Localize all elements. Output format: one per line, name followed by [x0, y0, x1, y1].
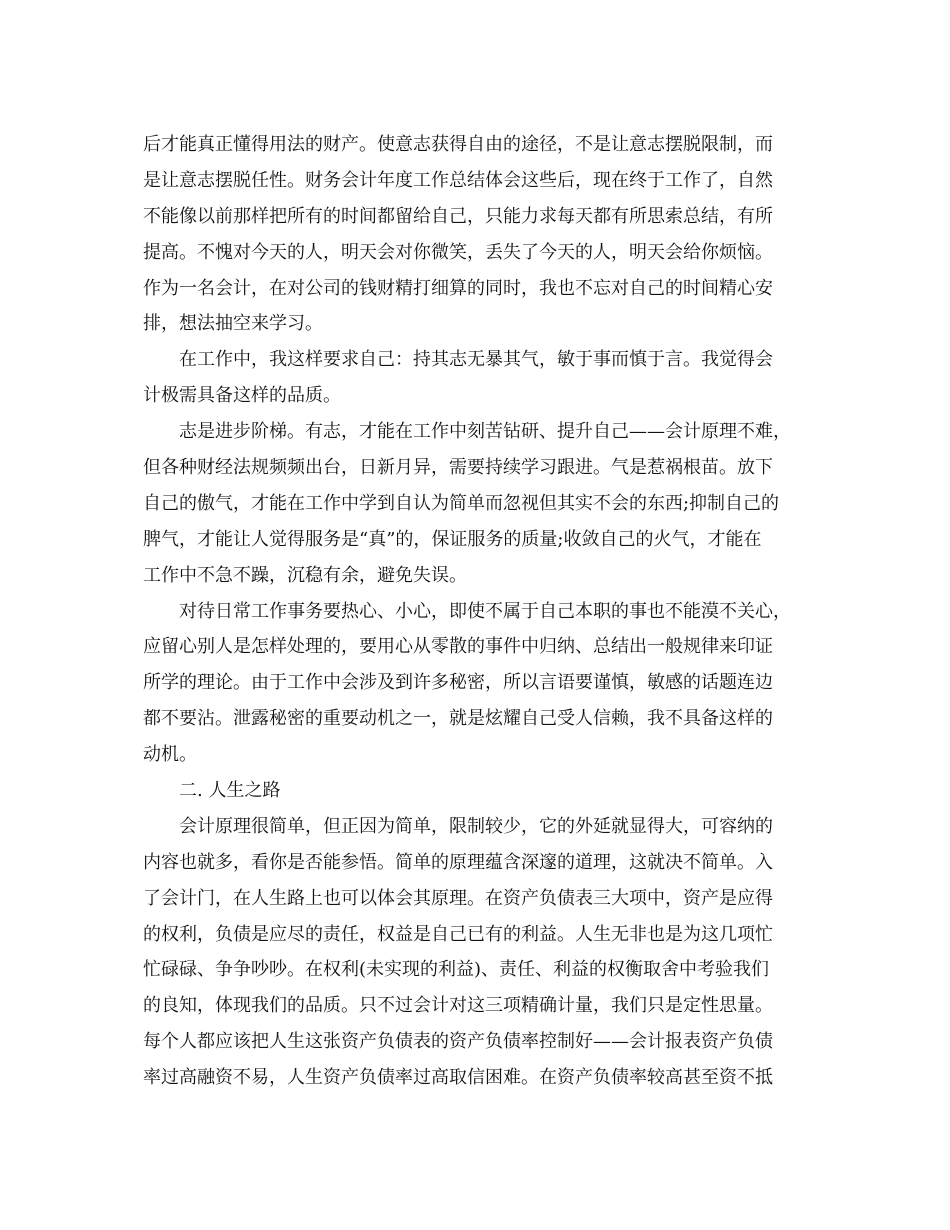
- text-line: 每个人都应该把人生这张资产负债表的资产负债率控制好——会计报表资产负债: [143, 1031, 773, 1053]
- text-line: 率过高融资不易，人生资产负债率过高取信困难。在资产负债率较高甚至资不抵: [143, 1067, 773, 1089]
- text-line: 但各种财经法规频频出台，日新月异，需要持续学习跟进。气是惹祸根苗。放下: [143, 457, 773, 479]
- text-line: 是让意志摆脱任性。财务会计年度工作总结体会这些后，现在终于工作了，自然: [143, 169, 773, 191]
- text-line: 的良知，体现我们的品质。只不过会计对这三项精确计量，我们只是定性思量。: [143, 995, 773, 1017]
- paragraph: [143, 342, 803, 414]
- paragraph: [143, 414, 803, 593]
- text-line: 工作中不急不躁，沉稳有余，避免失误。: [143, 564, 467, 586]
- text-line: 不能像以前那样把所有的时间都留给自己，只能力求每天都有所思索总结，有所: [143, 205, 773, 227]
- text-line: 作为一名会计，在对公司的钱财精打细算的同时，我也不忘对自己的时间精心安: [143, 277, 773, 299]
- text-line: 提高。不愧对今天的人，明天会对你微笑，丢失了今天的人，明天会给你烦恼。: [143, 241, 773, 263]
- text-line: 会计原理很简单，但正因为简单，限制较少，它的外延就显得大，可容纳的: [179, 815, 773, 837]
- text-line: 排，想法抽空来学习。: [143, 313, 323, 335]
- paragraph: [143, 127, 803, 342]
- text-line: 的权利，负债是应尽的责任，权益是自己已有的利益。人生无非也是为这几项忙: [143, 923, 773, 945]
- text-line: 忙碌碌、争争吵吵。在权利(未实现的利益)、责任、利益的权衡取舍中考验我们: [143, 959, 770, 981]
- text-line: 计极需具备这样的品质。: [143, 385, 341, 407]
- paragraph: [143, 773, 803, 809]
- text-line: 都不要沾。泄露秘密的重要动机之一，就是炫耀自己受人信赖，我不具备这样的: [143, 708, 773, 730]
- text-line: 脾气，才能让人觉得服务是“真”的，保证服务的质量;收敛自己的火气，才能在: [143, 528, 762, 550]
- text-line: 内容也就多，看你是否能参悟。简单的原理蕴含深邃的道理，这就决不简单。入: [143, 851, 773, 873]
- text-line: 二. 人生之路: [179, 780, 281, 802]
- text-line: 应留心别人是怎样处理的，要用心从零散的事件中归纳、总结出一般规律来印证: [143, 636, 773, 658]
- text-line: 动机。: [143, 744, 197, 766]
- text-line: 在工作中，我这样要求自己：持其志无暴其气，敏于事而慎于言。我觉得会: [179, 349, 773, 371]
- text-line: 自己的傲气，才能在工作中学到自认为简单而忽视但其实不会的东西;抑制自己的: [143, 492, 780, 514]
- text-line: 所学的理论。由于工作中会涉及到许多秘密，所以言语要谨慎，敏感的话题连边: [143, 672, 773, 694]
- paragraph: [143, 809, 803, 1096]
- text-line: 后才能真正懂得用法的财产。使意志获得自由的途径，不是让意志摆脱限制，而: [143, 134, 773, 155]
- text-line: 了会计门，在人生路上也可以体会其原理。在资产负债表三大项中，资产是应得: [143, 887, 773, 909]
- text-line: 志是进步阶梯。有志，才能在工作中刻苦钻研、提升自己——会计原理不难，: [179, 421, 791, 443]
- text-line: 对待日常工作事务要热心、小心，即使不属于自己本职的事也不能漠不关心，: [179, 600, 791, 622]
- paragraph: [143, 594, 803, 773]
- document-body: [143, 127, 803, 1096]
